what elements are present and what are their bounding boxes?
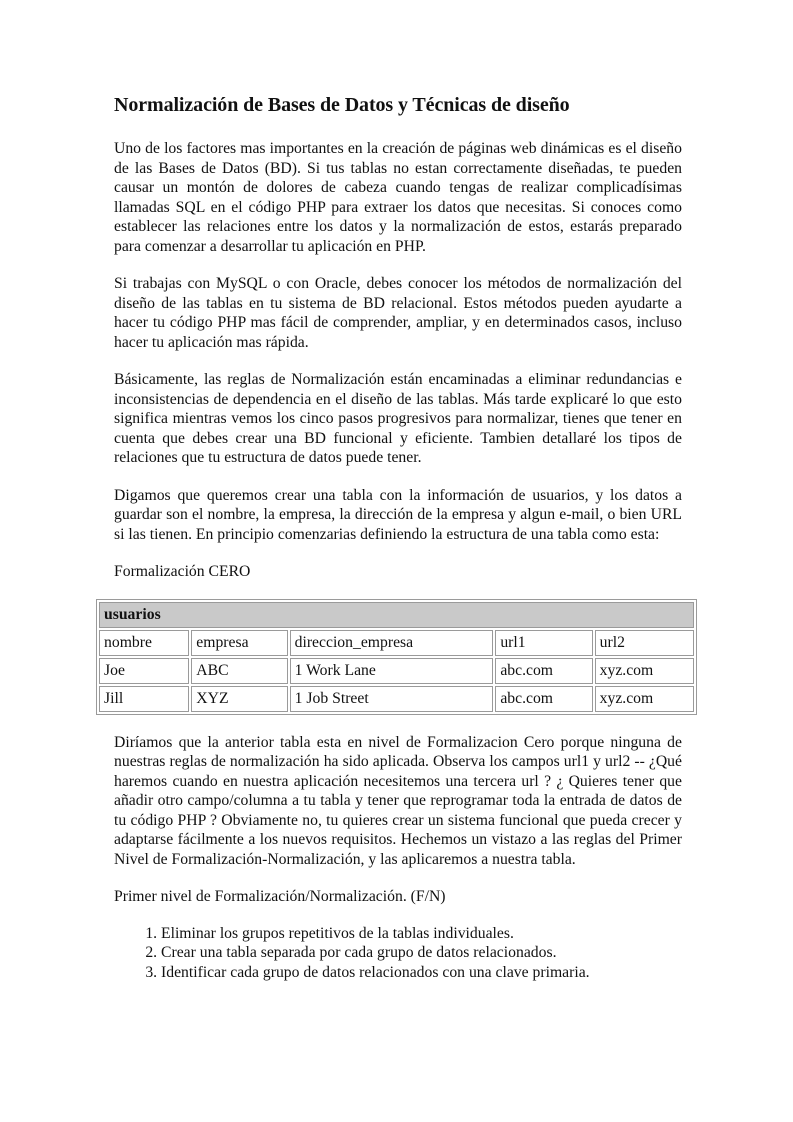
table-cell: 1 Work Lane [290, 658, 494, 684]
table-cell: Joe [99, 658, 189, 684]
list-item: 2. Crear una tabla separada por cada grupo de datos relacionados. [161, 943, 682, 963]
table-row [99, 658, 694, 684]
table-row [99, 686, 694, 712]
table-cell: abc.com [495, 686, 592, 712]
column-header: nombre [99, 630, 189, 656]
paragraph-intro: Uno de los factores mas importantes en la creación de páginas web dinámicas es el diseño de las Bases de Datos (BD). Si tus tablas no estan correctamente diseñadas, te pueden causar un montón de dolores de cabeza cuando tengas de realizar complicadísimas llamadas SQL en el código PHP para extraer los datos que necesitas. Si conoces como establecer las relaciones entre los datos y la normalización de estos, estarás preparado para comenzar a desarrollar tu aplicación en PHP. [114, 140, 682, 255]
table-cell: Jill [99, 686, 189, 712]
column-header: url2 [595, 630, 694, 656]
table-caption: Formalización CERO [114, 563, 251, 580]
paragraph-mysql-oracle: Si trabajas con MySQL o con Oracle, debes conocer los métodos de normalización del diseño de las tablas en tu sistema de BD relacional. Estos métodos pueden ayudarte a hacer tu código PHP mas fácil de comprender, ampliar, y en determinados casos, incluso hacer tu aplicación mas rápida. [114, 275, 682, 351]
table-cell: XYZ [191, 686, 287, 712]
column-header: direccion_empresa [290, 630, 494, 656]
list-heading: Primer nivel de Formalización/Normalización. (F/N) [114, 888, 446, 905]
document-page [104, 92, 682, 982]
table-cell: ABC [191, 658, 287, 684]
list-item: 1. Eliminar los grupos repetitivos de la tablas individuales. [161, 924, 682, 944]
table-cell: xyz.com [595, 658, 694, 684]
table-cell: 1 Job Street [290, 686, 494, 712]
table-title-row [99, 602, 694, 628]
list-item: 3. Identificar cada grupo de datos relacionados con una clave primaria. [161, 963, 682, 983]
paragraph-users-example: Digamos que queremos crear una tabla con la información de usuarios, y los datos a guardar son el nombre, la empresa, la dirección de la empresa y algun e-mail, o bien URL si las tienen. En principio comenzarias definiendo la estructura de una tabla como esta: [114, 486, 682, 543]
users-table-wrapper [96, 599, 697, 715]
table-header-row [99, 630, 694, 656]
table-cell: xyz.com [595, 686, 694, 712]
document-title: Normalización de Bases de Datos y Técnicas de diseño [114, 94, 570, 116]
column-header: empresa [191, 630, 287, 656]
table-name: usuarios [99, 602, 694, 628]
column-header: url1 [495, 630, 592, 656]
paragraph-formalization-zero: Diríamos que la anterior tabla esta en nivel de Formalizacion Cero porque ninguna de nuestras reglas de normalización ha sido aplicada. Observa los campos url1 y url2 -- ¿Qué haremos cuando en nuestra aplicación necesitemos una tercera url ? ¿ Quieres tener que añadir otro campo/columna a tu tabla y tener que reprogramar toda la entrada de datos de tu código PHP ? Obviamente no, tu quieres crear un sistema funcional que pueda crecer y adaptarse fácilmente a los nuevos requisitos. Hechemos un vistazo a las reglas del Primer Nivel de Formalización-Normalización, y las aplicaremos a nuestra tabla. [114, 733, 682, 868]
table-cell: abc.com [495, 658, 592, 684]
paragraph-normalization-rules: Básicamente, las reglas de Normalización están encaminadas a eliminar redundancias e inconsistencias de dependencia en el diseño de las tablas. Más tarde explicaré lo que esto significa mientras vemos los cinco pasos progresivos para normalizar, tienes que tener en cuenta que debes crear una BD funcional y eficiente. Tambien detallaré los tipos de relaciones que tu estructura de datos puede tener. [114, 371, 682, 466]
users-table [96, 599, 697, 715]
rules-list [114, 924, 682, 983]
